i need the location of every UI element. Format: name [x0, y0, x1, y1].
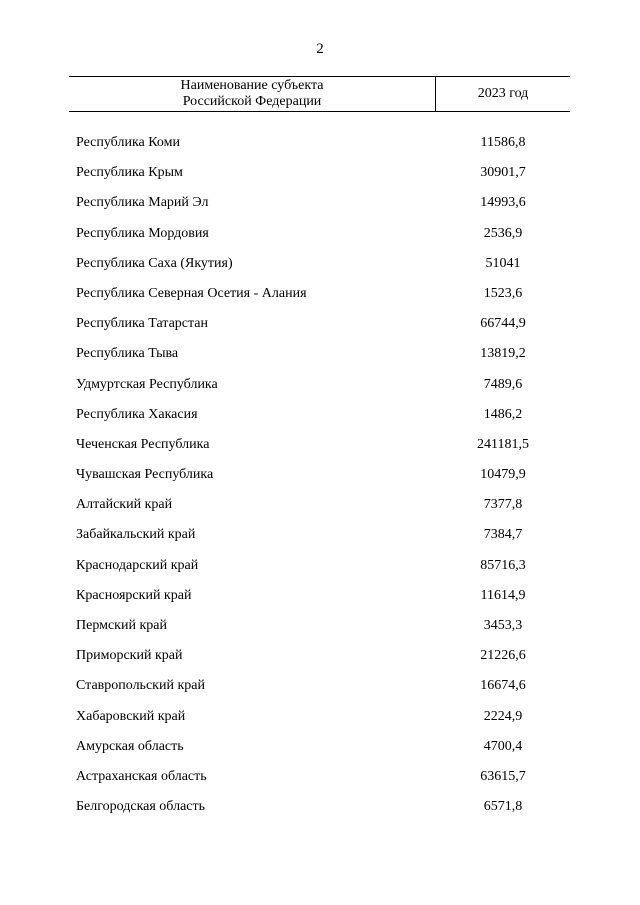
table-row — [0, 522, 640, 552]
region-name: Республика Татарстан — [76, 316, 209, 332]
region-value: 63615,7 — [480, 768, 526, 784]
table-row — [0, 794, 640, 824]
region-name: Чеченская Республика — [76, 436, 210, 452]
table-row — [0, 160, 640, 190]
table-row — [0, 221, 640, 251]
region-value: 7377,8 — [483, 497, 523, 513]
region-value: 11614,9 — [480, 587, 526, 603]
table-row — [0, 462, 640, 492]
table-row — [0, 643, 640, 673]
region-value: 16674,6 — [480, 678, 526, 694]
region-value: 14993,6 — [480, 195, 526, 211]
region-name: Приморский край — [76, 648, 183, 664]
region-name: Республика Марий Эл — [76, 195, 209, 211]
region-value: 11586,8 — [480, 135, 526, 150]
region-name: Красноярский край — [76, 587, 192, 603]
table-row — [0, 130, 640, 160]
table-row — [0, 764, 640, 794]
region-name: Республика Крым — [76, 165, 183, 181]
column-header-region-name-line2: Российской Федерации — [182, 94, 322, 109]
table-row — [0, 492, 640, 522]
table-row — [0, 402, 640, 432]
table-row — [0, 251, 640, 281]
region-name: Алтайский край — [76, 497, 173, 513]
region-name: Чувашская Республика — [76, 467, 214, 483]
table-row — [0, 311, 640, 341]
region-value: 7384,7 — [483, 527, 523, 543]
region-value: 10479,9 — [480, 467, 526, 483]
page-number: 2 — [316, 41, 324, 57]
table-row — [0, 704, 640, 734]
region-value: 3453,3 — [483, 618, 523, 633]
region-name: Республика Северная Осетия - Алания — [76, 285, 307, 301]
table-row — [0, 281, 640, 311]
region-value: 1486,2 — [483, 406, 523, 422]
region-name: Пермский край — [76, 618, 167, 633]
table-body — [0, 130, 640, 824]
region-value: 51041 — [485, 255, 521, 271]
table-row — [0, 432, 640, 462]
region-name: Республика Хакасия — [76, 406, 198, 422]
region-value: 2536,9 — [483, 225, 523, 241]
region-value: 241181,5 — [477, 436, 529, 452]
region-value: 4700,4 — [483, 738, 523, 754]
region-value: 2224,9 — [483, 708, 523, 724]
region-name: Республика Саха (Якутия) — [76, 255, 233, 271]
region-value: 85716,3 — [480, 557, 526, 573]
region-value: 66744,9 — [480, 316, 526, 332]
region-value: 6571,8 — [483, 799, 523, 815]
region-value: 13819,2 — [480, 346, 526, 362]
region-name: Хабаровский край — [76, 708, 186, 724]
table-row — [0, 341, 640, 371]
region-value: 30901,7 — [480, 165, 526, 181]
region-name: Амурская область — [76, 738, 184, 754]
region-name: Республика Тыва — [76, 346, 179, 362]
column-header-year: 2023 год — [477, 86, 529, 101]
table-header — [69, 76, 570, 112]
region-value: 7489,6 — [483, 376, 523, 392]
region-name: Удмуртская Республика — [76, 376, 218, 392]
region-value: 1523,6 — [483, 285, 523, 301]
column-header-region-name — [69, 77, 436, 111]
region-name: Республика Коми — [76, 135, 180, 150]
table-row — [0, 673, 640, 703]
table-row — [0, 553, 640, 583]
table-row — [0, 583, 640, 613]
table-row — [0, 372, 640, 402]
table-row — [0, 190, 640, 220]
region-name: Краснодарский край — [76, 557, 199, 573]
region-name: Астраханская область — [76, 768, 207, 784]
column-header-region-name-line1: Наименование субъекта — [180, 78, 324, 93]
region-name: Забайкальский край — [76, 527, 196, 543]
region-name: Ставропольский край — [76, 678, 205, 694]
region-name: Белгородская область — [76, 799, 206, 815]
table-row — [0, 613, 640, 643]
table-row — [0, 734, 640, 764]
region-value: 21226,6 — [480, 648, 526, 664]
region-name: Республика Мордовия — [76, 225, 209, 241]
